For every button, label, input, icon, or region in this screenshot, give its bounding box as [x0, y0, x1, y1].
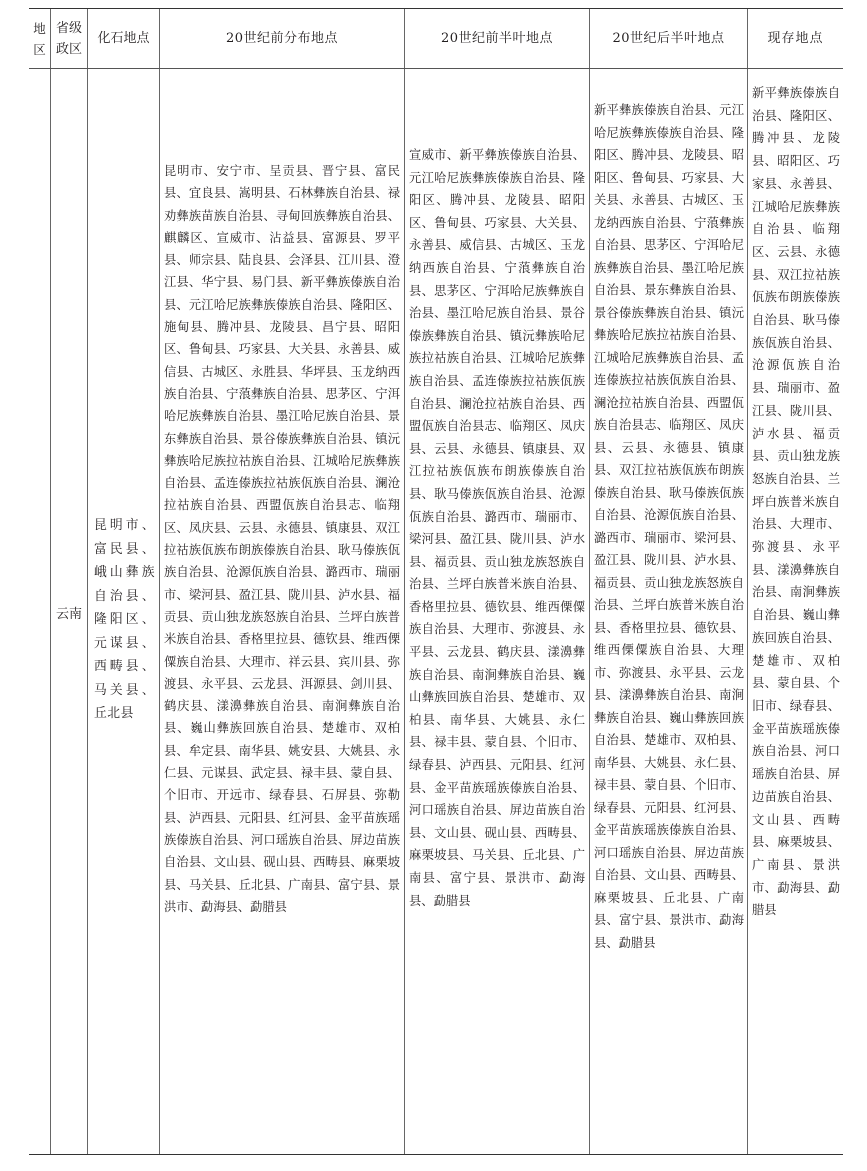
header-pre-20th-century: 20世纪前分布地点: [225, 31, 339, 46]
header-province: 省级政区: [55, 21, 82, 57]
distribution-table: [29, 8, 843, 1155]
table-row: [29, 69, 843, 1154]
header-region: 地区: [33, 21, 46, 57]
header-early-20th-century: 20世纪前半叶地点: [440, 31, 554, 46]
cell-late-20th-century: 新平彝族傣族自治县、元江哈尼族彝族傣族自治县、隆阳区、腾冲县、龙陵县、昭阳区、鲁甸县、巧家县、大关县、永善县、古城区、玉龙纳西族自治县、宁蒗彝族自治县、思茅区、宁洱哈尼族彝族自治县、墨江哈尼族自治县、景东彝族自治县、景谷傣族彝族自治县、镇沅彝族哈尼族拉祜族自治县、江城哈尼族彝族自治县、孟连傣族拉祜族佤族自治县、澜沧拉祜族自治县、西盟佤族自治县志、临翔区、凤庆县、云县、永德县、镇康县、双江拉祜族佤族布朗族傣族自治县、耿马傣族佤族自治县、沧源佤族自治县、潞西市、瑞丽市、梁河县、盈江县、陇川县、泸水县、福贡县、贡山独龙族怒族自治县、兰坪白族普米族自治县、香格里拉县、德钦县、维西傈僳族自治县、大理市、弥渡县、永平县、云龙县、漾濞彝族自治县、南涧彝族自治县、巍山彝族回族自治县、楚雄市、双柏县、南华县、大姚县、永仁县、禄丰县、蒙自县、个旧市、绿春县、元阳县、红河县、金平苗族瑶族傣族自治县、河口瑶族自治县、屏边苗族自治县、文山县、西畴县、麻栗坡县、丘北县、广南县、富宁县、景洪市、勐海县、勐腊县: [594, 103, 744, 950]
header-late-20th-century: 20世纪后半叶地点: [612, 31, 725, 46]
header-current-sites: 现存地点: [767, 31, 824, 46]
cell-early-20th-century: 宣威市、新平彝族傣族自治县、元江哈尼族彝族傣族自治县、隆阳区、腾冲县、龙陵县、昭阳区、鲁甸县、巧家县、大关县、永善县、威信县、古城区、玉龙纳西族自治县、宁蒗彝族自治县、思茅区、宁洱哈尼族彝族自治县、墨江哈尼族自治县、景谷傣族彝族自治县、镇沅彝族哈尼族拉祜族自治县、江城哈尼族彝族自治县、孟连傣族拉祜族佤族自治县、澜沧拉祜族自治县、西盟佤族自治县志、临翔区、凤庆县、云县、永德县、镇康县、双江拉祜族佤族布朗族傣族自治县、耿马傣族佤族自治县、沧源佤族自治县、潞西市、瑞丽市、梁河县、盈江县、陇川县、泸水县、福贡县、贡山独龙族怒族自治县、兰坪白族普米族自治县、香格里拉县、德钦县、维西傈僳族自治县、大理市、弥渡县、永平县、云龙县、鹤庆县、漾濞彝族自治县、南涧彝族自治县、巍山彝族回族自治县、楚雄市、双柏县、南华县、大姚县、永仁县、禄丰县、蒙自县、个旧市、绿春县、泸西县、元阳县、红河县、金平苗族瑶族傣族自治县、河口瑶族自治县、屏边苗族自治县、文山县、砚山县、西畴县、麻栗坡县、马关县、丘北县、广南县、富宁县、景洪市、勐海县、勐腊县: [409, 148, 585, 908]
table-header-row: [29, 9, 843, 69]
cell-current-sites: 新平彝族傣族自治县、隆阳区、腾冲县、龙陵县、昭阳区、巧家县、永善县、江城哈尼族彝族自治县、临翔区、云县、永德县、双江拉祜族佤族布朗族傣族自治县、耿马傣族佤族自治县、沧源佤族自治县、瑞丽市、盈江县、陇川县、泸水县、福贡县、贡山独龙族怒族自治县、兰坪白族普米族自治县、大理市、弥渡县、永平县、漾濞彝族自治县、南涧彝族自治县、巍山彝族回族自治县、楚雄市、双柏县、蒙自县、个旧市、绿春县、金平苗族瑶族傣族自治县、河口瑶族自治县、屏边苗族自治县、文山县、西畴县、麻栗坡县、广南县、景洪市、勐海县、勐腊县: [752, 86, 840, 918]
cell-pre-20th-century: 昆明市、安宁市、呈贡县、晋宁县、富民县、宜良县、嵩明县、石林彝族自治县、禄劝彝族苗族自治县、寻甸回族彝族自治县、麒麟区、宣威市、沾益县、富源县、罗平县、师宗县、陆良县、会泽县、江川县、澄江县、华宁县、易门县、新平彝族傣族自治县、元江哈尼族彝族傣族自治县、隆阳区、施甸县、腾冲县、龙陵县、昌宁县、昭阳区、鲁甸县、巧家县、大关县、永善县、威信县、古城区、永胜县、华坪县、玉龙纳西族自治县、宁蒗彝族自治县、思茅区、宁洱哈尼族彝族自治县、墨江哈尼族自治县、景东彝族自治县、景谷傣族彝族自治县、镇沅彝族哈尼族拉祜族自治县、江城哈尼族彝族自治县、孟连傣族拉祜族佤族自治县、澜沧拉祜族自治县、西盟佤族自治县志、临翔区、凤庆县、云县、永德县、镇康县、双江拉祜族佤族布朗族傣族自治县、耿马傣族佤族自治县、沧源佤族自治县、潞西市、瑞丽市、梁河县、盈江县、陇川县、泸水县、福贡县、贡山独龙族怒族自治县、兰坪白族普米族自治县、香格里拉县、德钦县、维西傈僳族自治县、大理市、祥云县、宾川县、弥渡县、永平县、云龙县、洱源县、剑川县、鹤庆县、漾濞彝族自治县、南涧彝族自治县、巍山彝族回族自治县、楚雄市、双柏县、牟定县、南华县、姚安县、大姚县、永仁县、元谋县、武定县、禄丰县、蒙自县、个旧市、开远市、绿春县、石屏县、弥勒县、泸西县、元阳县、红河县、金平苗族瑶族傣族自治县、河口瑶族自治县、屏边苗族自治县、文山县、砚山县、西畴县、麻栗坡县、马关县、丘北县、广南县、富宁县、景洪市、勐海县、勐腊县: [164, 164, 400, 914]
cell-fossil-sites: 昆明市、富民县、峨山彝族自治县、隆阳区、元谋县、西畴县、马关县、丘北县: [94, 518, 155, 721]
header-fossil-sites: 化石地点: [97, 31, 150, 46]
cell-province: 云南: [55, 607, 82, 622]
